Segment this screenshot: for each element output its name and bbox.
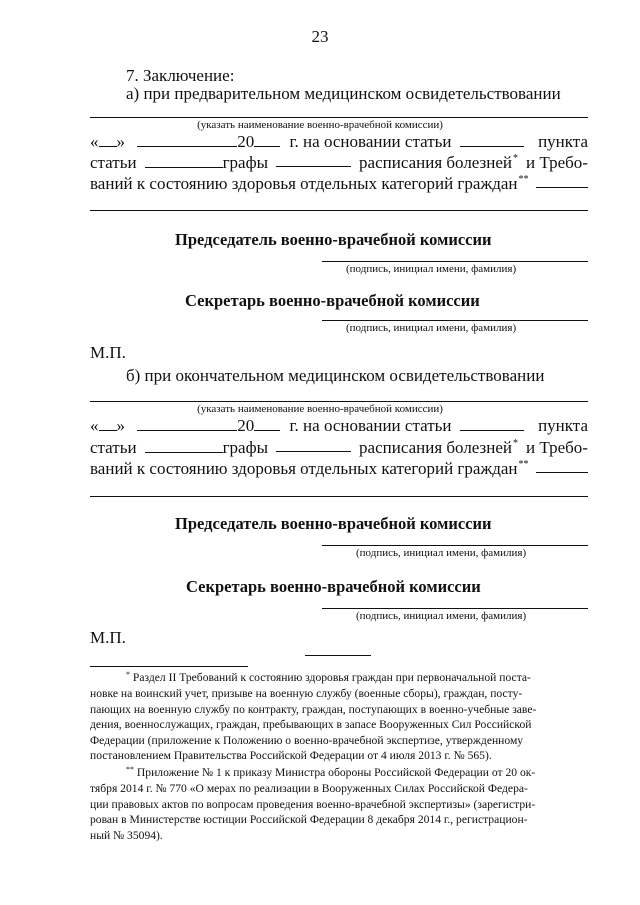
- year-blank[interactable]: [254, 133, 280, 147]
- close-quote: »: [116, 132, 125, 151]
- punkt-blank[interactable]: [145, 439, 223, 453]
- end-divider: [305, 655, 371, 656]
- footnote-2-line: рован в Министерстве юстиции Российской Федерации 8 декабря 2014 г., регистрацион-: [90, 813, 528, 827]
- column-label: графы: [222, 153, 269, 172]
- part-a-date-line: [90, 132, 588, 152]
- footnote-1-mark: *: [126, 670, 130, 679]
- part-b-date-line: [90, 416, 588, 436]
- footnote-1-line: Федерации (приложение к Положению о военно-врачебной экспертизе, утвержденному: [90, 733, 524, 747]
- part-a-commission-hint: (указать наименование военно-врачебной комиссии): [197, 119, 443, 131]
- req-end: ваний к состоянию здоровья отдельных категорий граждан: [90, 174, 518, 193]
- footnote-1-line: дения, военнослужащих, граждан, пребывающих в запасе Вооруженных Сил Российской: [90, 718, 532, 732]
- part-b-secretary-sig-line: [322, 608, 588, 609]
- part-a-secretary: Секретарь военно-врачебной комиссии: [185, 291, 480, 310]
- req-end: ваний к состоянию здоровья отдельных категорий граждан: [90, 459, 518, 478]
- footnote-2-line: тября 2014 г. № 770 «О мерах по реализации в Вооруженных Силах Российской Федера-: [90, 782, 528, 796]
- article-blank[interactable]: [460, 417, 524, 431]
- month-blank[interactable]: [137, 133, 237, 147]
- page-number: 23: [311, 27, 329, 46]
- part-a-req-line-2: [90, 210, 588, 211]
- day-blank[interactable]: [99, 133, 117, 147]
- part-b-commission-line: [90, 401, 588, 402]
- column-label: графы: [222, 438, 269, 457]
- part-b-chairman-sig-line: [322, 545, 588, 546]
- part-b-chairman-sig-hint: (подпись, инициал имени, фамилия): [356, 547, 527, 559]
- part-b-article-line: [90, 438, 588, 458]
- footnote-2-line: ный № 35094).: [90, 828, 163, 842]
- footnote-ref-1: *: [513, 153, 519, 164]
- day-blank[interactable]: [99, 417, 117, 431]
- req-blank[interactable]: [536, 174, 588, 188]
- footnote-1: [90, 670, 588, 763]
- close-quote: »: [116, 416, 125, 435]
- part-b-chairman: Председатель военно-врачебной комиссии: [175, 514, 492, 533]
- part-a-chairman: Председатель военно-врачебной комиссии: [175, 230, 492, 249]
- punkt-label: пункта: [538, 416, 588, 435]
- section-title: 7. Заключение:: [126, 66, 235, 85]
- part-a-heading: а) при предварительном медицинском освидетельствовании: [126, 84, 561, 103]
- footnote-2-line: ции правовых актов по вопросам проведения военно-врачебной экспертизы» (зарегистри-: [90, 797, 536, 811]
- year-prefix: 20: [237, 416, 255, 435]
- part-a-article-line: [90, 153, 588, 173]
- footnote-ref-2: **: [518, 174, 529, 185]
- part-b-req-line-2: [90, 496, 588, 497]
- article-label: статьи: [90, 153, 137, 172]
- part-b-secretary-sig-hint: (подпись, инициал имени, фамилия): [356, 610, 527, 622]
- punkt-label: пункта: [538, 132, 588, 151]
- part-a-chairman-sig-line: [322, 261, 588, 262]
- footnote-separator: [90, 666, 248, 667]
- part-a-req-line: [90, 174, 588, 194]
- footnote-2-mark: **: [126, 765, 134, 774]
- schedule-label: расписания болезней: [359, 438, 513, 457]
- article-label: статьи: [90, 438, 137, 457]
- req-start: и Требо-: [526, 153, 588, 172]
- footnote-1-line: постановлением Правительства Российской Федерации от 4 июля 2013 г. № 565).: [90, 749, 492, 763]
- year-blank[interactable]: [254, 417, 280, 431]
- footnote-ref-1: *: [513, 438, 519, 449]
- req-start: и Требо-: [526, 438, 588, 457]
- part-b-req-line: [90, 459, 588, 479]
- part-b-heading: б) при окончательном медицинском освидетельствовании: [126, 366, 545, 385]
- part-b-commission-hint: (указать наименование военно-врачебной комиссии): [197, 403, 443, 415]
- basis-text: г. на основании статьи: [289, 132, 452, 151]
- footnote-1-line: новке на воинский учет, призыве на военную службу (военные сборы), граждан, посту-: [90, 687, 523, 701]
- column-blank[interactable]: [276, 153, 351, 167]
- article-blank[interactable]: [460, 133, 524, 147]
- footnote-1-line: пающих на военную службу по контракту, граждан, поступающих в военно-учебные заве-: [90, 702, 537, 716]
- part-a-commission-line: [90, 117, 588, 118]
- open-quote: «: [90, 416, 99, 435]
- basis-text: г. на основании статьи: [289, 416, 452, 435]
- footnote-2-line: Приложение № 1 к приказу Министра обороны Российской Федерации от 20 ок-: [136, 766, 536, 779]
- part-a-secretary-sig-hint: (подпись, инициал имени, фамилия): [346, 322, 517, 334]
- part-a-stamp: М.П.: [90, 343, 126, 362]
- part-b-stamp: М.П.: [90, 628, 126, 647]
- footnote-2: [90, 765, 588, 843]
- punkt-blank[interactable]: [145, 154, 223, 168]
- footnote-1-line: Раздел II Требований к состоянию здоровья граждан при первоначальной поста-: [132, 671, 531, 684]
- req-blank[interactable]: [536, 459, 588, 473]
- open-quote: «: [90, 132, 99, 151]
- column-blank[interactable]: [276, 438, 351, 452]
- part-b-secretary: Секретарь военно-врачебной комиссии: [186, 577, 481, 596]
- month-blank[interactable]: [137, 417, 237, 431]
- footnote-ref-2: **: [518, 459, 529, 470]
- part-a-secretary-sig-line: [322, 320, 588, 321]
- part-a-chairman-sig-hint: (подпись, инициал имени, фамилия): [346, 263, 517, 275]
- year-prefix: 20: [237, 132, 255, 151]
- schedule-label: расписания болезней: [359, 153, 513, 172]
